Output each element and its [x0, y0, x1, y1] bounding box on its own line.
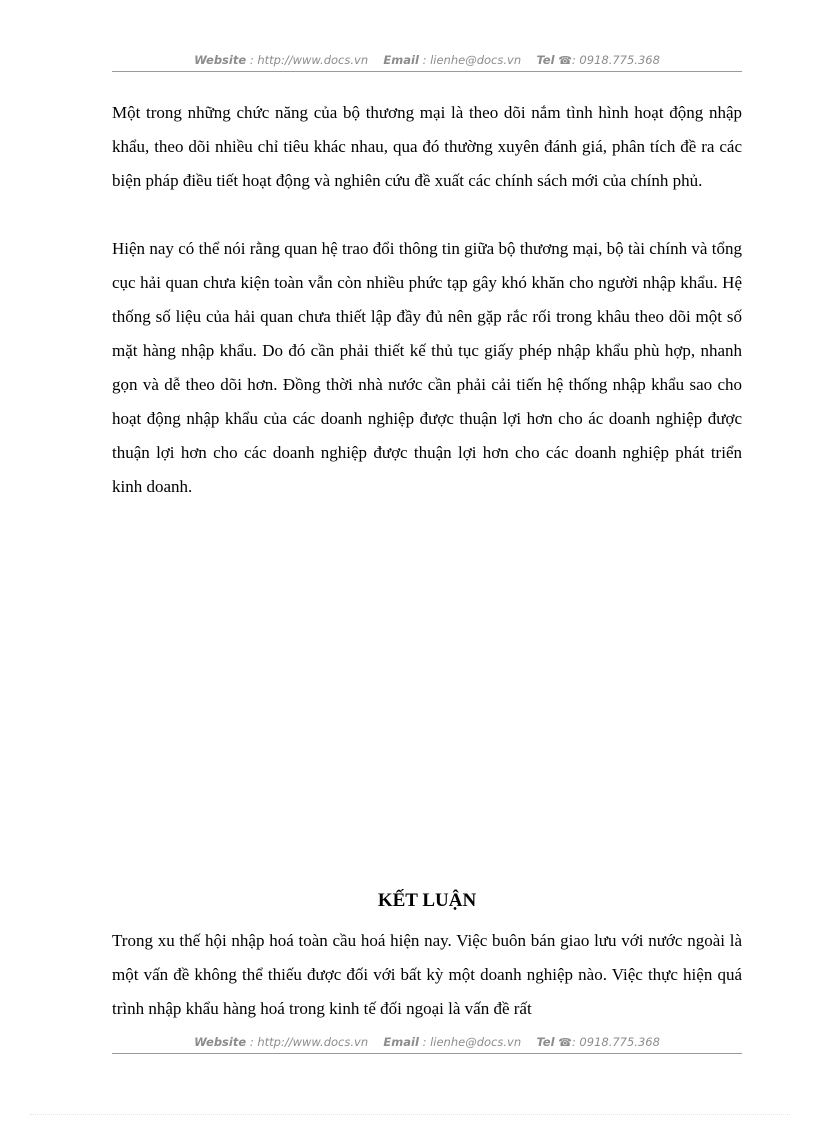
footer-website-label: Website — [194, 1035, 247, 1049]
header-divider — [112, 71, 742, 72]
footer-email-link[interactable]: : lienhe@docs.vn — [422, 1035, 522, 1049]
header-tel-label: Tel — [536, 53, 555, 67]
page-edge-divider — [30, 1114, 790, 1115]
footer-email-label: Email — [383, 1035, 419, 1049]
phone-icon: ☎ — [558, 54, 572, 67]
footer-tel-value: : 0918.775.368 — [571, 1035, 660, 1049]
header-tel-value: : 0918.775.368 — [571, 53, 660, 67]
footer-divider — [112, 1053, 742, 1054]
page-footer — [112, 1035, 742, 1049]
footer-website-link[interactable]: : http://www.docs.vn — [249, 1035, 369, 1049]
footer-tel-label: Tel — [536, 1035, 555, 1049]
page-header — [112, 53, 742, 67]
header-email-link[interactable]: : lienhe@docs.vn — [422, 53, 522, 67]
conclusion-heading: KẾT LUẬN — [377, 890, 477, 911]
header-website-link[interactable]: : http://www.docs.vn — [249, 53, 369, 67]
phone-icon: ☎ — [558, 1036, 572, 1049]
conclusion-paragraph: Trong xu thế hội nhập hoá toàn cầu hoá hiện nay. Việc buôn bán giao lưu với nước ngoài là một vấn đề không thể thiếu được đối với bất kỳ một doanh nghiệp nào. Việc thực hiện quá trình nhập khẩu hàng hoá trong kinh tế đối ngoại là vấn đề rất — [112, 931, 742, 1018]
body-paragraph-2: Hiện nay có thể nói rằng quan hệ trao đổi thông tin giữa bộ thương mại, bộ tài chính và tổng cục hải quan chưa kiện toàn vẫn còn nhiều phức tạp gây khó khăn cho người nhập khẩu. Hệ thống số liệu của hải quan chưa thiết lập đầy đủ nên gặp rắc rối trong khâu theo dõi một số mặt hàng nhập khẩu. Do đó cần phải thiết kế thủ tục giấy phép nhập khẩu phù hợp, nhanh gọn và dễ theo dõi hơn. Đồng thời nhà nước cần phải cải tiến hệ thống nhập khẩu sao cho hoạt động nhập khẩu của các doanh nghiệp được thuận lợi hơn cho ác doanh nghiệp được thuận lợi hơn cho các doanh nghiệp được thuận lợi hơn cho các doanh nghiệp phát triển kinh doanh. — [112, 239, 742, 496]
body-paragraph-1: Một trong những chức năng của bộ thương mại là theo dõi nắm tình hình hoạt động nhập khẩu, theo dõi nhiều chỉ tiêu khác nhau, qua đó thường xuyên đánh giá, phân tích đề ra các biện pháp điều tiết hoạt động và nghiên cứu đề xuất các chính sách mới của chính phủ. — [112, 103, 742, 190]
header-email-label: Email — [383, 53, 419, 67]
header-website-label: Website — [194, 53, 247, 67]
